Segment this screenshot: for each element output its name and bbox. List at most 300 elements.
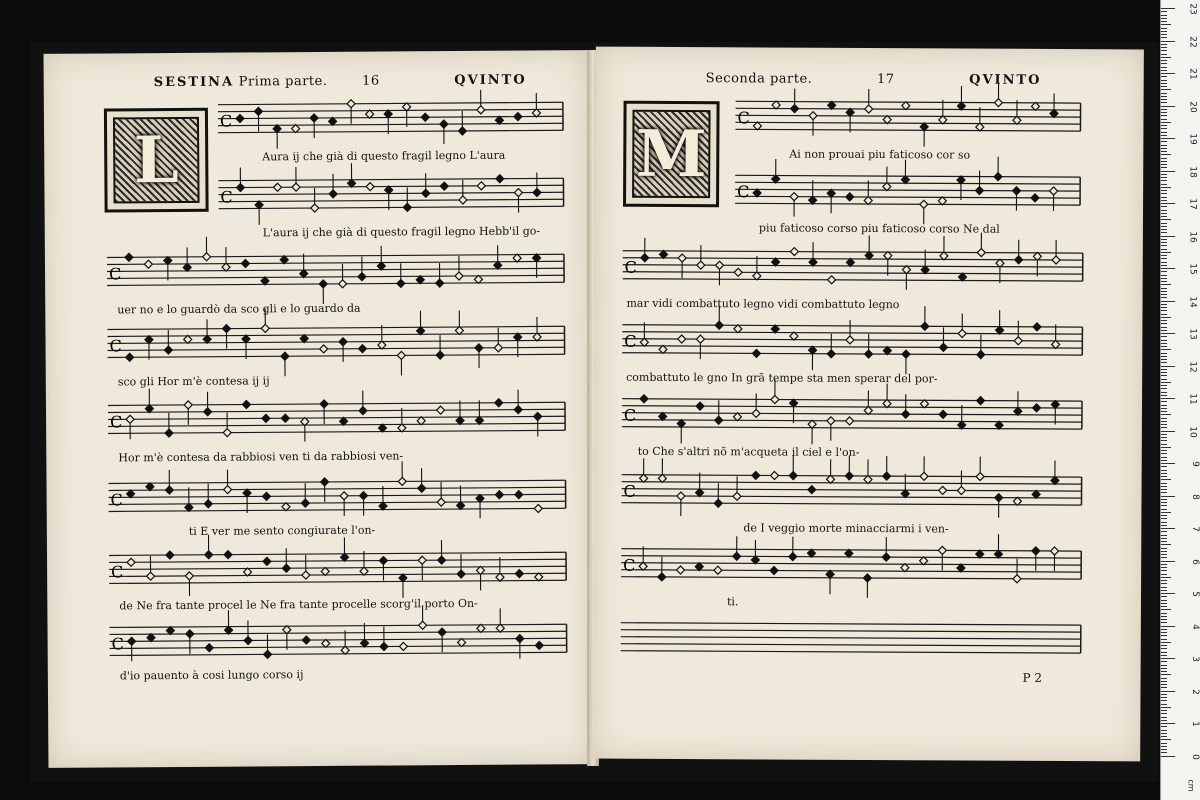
note — [475, 400, 483, 424]
note — [440, 120, 448, 144]
note — [455, 256, 463, 280]
clef: C — [623, 405, 637, 425]
note — [733, 413, 741, 421]
note — [495, 399, 503, 407]
ruler-label: 19 — [1187, 133, 1198, 145]
ruler-minor-tick — [1161, 681, 1167, 682]
ruler-minor-tick — [1161, 538, 1167, 539]
note — [533, 172, 541, 196]
clef: C — [110, 490, 123, 510]
ruler-minor-tick — [1161, 249, 1167, 250]
left-staff-3 — [107, 248, 564, 291]
note — [360, 551, 368, 575]
note — [224, 551, 232, 559]
ruler-minor-tick — [1161, 382, 1171, 383]
note — [145, 336, 153, 360]
ruler-minor-tick — [1161, 307, 1167, 308]
ruler-minor-tick — [1161, 674, 1171, 675]
note — [436, 335, 444, 359]
note — [436, 263, 444, 287]
note — [127, 490, 135, 498]
ruler-minor-tick — [1161, 704, 1167, 705]
staff-line — [108, 416, 565, 419]
note — [513, 254, 521, 262]
note — [292, 125, 300, 133]
note — [958, 313, 966, 337]
note — [477, 624, 485, 632]
left-staff-1 — [218, 96, 563, 138]
staff-line — [735, 182, 1080, 184]
note — [360, 623, 368, 647]
note — [977, 397, 985, 405]
ruler-tick — [1161, 561, 1175, 562]
note — [340, 417, 348, 425]
ruler-minor-tick — [1161, 193, 1167, 194]
ruler-minor-tick — [1161, 11, 1167, 12]
note — [533, 317, 541, 341]
note — [244, 568, 252, 576]
note — [185, 487, 193, 511]
ruler-minor-tick — [1161, 275, 1167, 276]
left-lyric-3: uer no e lo guardò da sco gli e lo guardo da — [117, 301, 361, 317]
note — [532, 93, 540, 117]
staff-line — [108, 430, 565, 433]
staff-line — [218, 123, 563, 125]
ruler-label: 11 — [1187, 393, 1198, 405]
staff-line — [621, 563, 1081, 565]
note — [476, 566, 484, 590]
note — [641, 238, 649, 262]
ruler-minor-tick — [1161, 401, 1167, 402]
note — [126, 415, 134, 439]
note — [939, 100, 947, 124]
right-page — [592, 47, 1144, 762]
right-staff-5 — [622, 393, 1082, 435]
note — [273, 183, 281, 191]
ruler-label: 16 — [1187, 230, 1198, 243]
note — [244, 620, 252, 644]
right-lyric-5: to Che s'altri nõ m'acqueta il ciel e l'on- — [637, 444, 860, 459]
staff-line — [622, 489, 1082, 491]
ruler-minor-tick — [1161, 385, 1167, 386]
ruler-minor-tick — [1161, 665, 1167, 666]
ruler-minor-tick — [1161, 648, 1167, 649]
ruler-tick — [1161, 203, 1175, 204]
ruler-minor-tick — [1161, 125, 1167, 126]
ruler-minor-tick — [1161, 70, 1167, 71]
ruler-minor-tick — [1161, 281, 1167, 282]
ruler-minor-tick — [1161, 262, 1167, 263]
ruler-minor-tick — [1161, 135, 1167, 136]
ruler-minor-tick — [1161, 518, 1167, 519]
note — [752, 471, 760, 479]
ruler-minor-tick — [1161, 479, 1171, 480]
note — [957, 564, 965, 572]
note — [1050, 547, 1058, 571]
ruler-minor-tick — [1161, 421, 1167, 422]
right-page-number: 17 — [876, 72, 895, 88]
ruler-minor-tick — [1161, 67, 1167, 68]
staff-line — [735, 129, 1080, 131]
note — [321, 478, 329, 502]
note — [347, 100, 355, 124]
left-staff-8 — [109, 618, 566, 661]
ruler-minor-tick — [1161, 668, 1167, 669]
note — [734, 268, 742, 276]
note — [242, 335, 250, 359]
note — [241, 259, 249, 267]
ruler-minor-tick — [1161, 219, 1171, 220]
clef: C — [623, 481, 636, 501]
note — [996, 259, 1004, 283]
note — [958, 405, 966, 429]
note — [826, 570, 834, 594]
note — [939, 486, 947, 494]
right-header — [706, 71, 1042, 88]
note — [457, 554, 465, 578]
staff-line — [109, 487, 566, 490]
note — [300, 254, 308, 278]
note — [422, 173, 430, 197]
staff-line — [219, 206, 564, 208]
ruler-minor-tick — [1161, 466, 1167, 467]
ruler-minor-tick — [1161, 158, 1167, 159]
ruler-minor-tick — [1161, 50, 1167, 51]
note — [1032, 547, 1040, 571]
ruler-minor-tick — [1161, 323, 1167, 324]
right-staff-6 — [621, 469, 1081, 511]
staff-line — [218, 178, 563, 180]
ruler-minor-tick — [1161, 294, 1167, 295]
note — [236, 115, 244, 123]
note — [339, 338, 347, 362]
note — [1050, 93, 1058, 117]
note — [319, 280, 327, 304]
note — [734, 325, 742, 333]
ruler-minor-tick — [1161, 164, 1167, 165]
ruler-minor-tick — [1161, 346, 1167, 347]
ruler-minor-tick — [1161, 255, 1167, 256]
staff-line — [218, 109, 563, 111]
note — [301, 418, 309, 442]
note — [534, 504, 542, 512]
ruler-label: 2 — [1190, 688, 1200, 695]
note — [827, 334, 835, 358]
note — [639, 546, 647, 570]
ruler-minor-tick — [1161, 424, 1167, 425]
note — [310, 114, 318, 138]
note — [846, 108, 854, 132]
ruler-minor-tick — [1161, 603, 1167, 604]
clef: C — [108, 264, 122, 284]
ruler-minor-tick — [1161, 210, 1167, 211]
note — [282, 503, 290, 511]
ruler-minor-tick — [1161, 574, 1167, 575]
ruler-minor-tick — [1161, 154, 1171, 155]
staff-line — [621, 637, 1081, 639]
note — [751, 540, 759, 564]
note — [863, 574, 871, 598]
right-staff-1 — [735, 95, 1080, 137]
ruler-minor-tick — [1161, 632, 1167, 633]
right-woodcut-initial — [623, 101, 720, 208]
staff-line — [107, 326, 564, 329]
ruler-minor-tick — [1161, 184, 1167, 185]
ruler-minor-tick — [1161, 499, 1167, 500]
ruler-minor-tick — [1161, 616, 1167, 617]
ruler-minor-tick — [1161, 47, 1167, 48]
staff-line — [621, 651, 1081, 653]
ruler-minor-tick — [1161, 606, 1167, 607]
note — [977, 233, 985, 257]
note — [455, 310, 463, 334]
ruler-minor-tick — [1161, 544, 1171, 545]
note — [920, 456, 928, 480]
ruler-minor-tick — [1161, 736, 1167, 737]
staff-line — [621, 503, 1081, 505]
note — [533, 254, 541, 278]
note — [752, 393, 760, 417]
note — [495, 491, 503, 499]
ruler-label: 21 — [1187, 68, 1198, 80]
ruler-minor-tick — [1161, 460, 1167, 461]
note — [920, 400, 928, 408]
note — [976, 550, 984, 558]
note — [358, 257, 366, 281]
staff-line — [735, 203, 1080, 205]
note — [827, 189, 835, 213]
note — [379, 557, 387, 581]
ruler-minor-tick — [1161, 671, 1167, 672]
note — [146, 483, 154, 491]
ruler-label: 13 — [1187, 328, 1198, 340]
note — [1014, 321, 1022, 345]
note — [676, 566, 684, 574]
note — [459, 180, 467, 204]
staff-line — [621, 570, 1081, 572]
note — [456, 485, 464, 509]
note — [347, 163, 355, 187]
ruler-minor-tick — [1161, 304, 1167, 305]
note — [994, 157, 1002, 181]
note — [902, 350, 910, 374]
right-staff-7 — [621, 543, 1081, 585]
left-lyric-7: de Ne fra tante procel le Ne fra tante procelle scorg'il porto On- — [119, 596, 478, 613]
note — [514, 189, 522, 213]
staff-line — [736, 101, 1081, 103]
staff-line — [623, 258, 1083, 260]
note — [440, 182, 448, 190]
ruler-tick — [1161, 496, 1175, 497]
note — [205, 644, 213, 652]
note — [184, 335, 192, 343]
note — [128, 637, 136, 661]
clef: C — [110, 412, 123, 432]
ruler-minor-tick — [1161, 739, 1171, 740]
clef: C — [624, 257, 638, 277]
left-staff-6 — [108, 474, 565, 517]
staff-line — [109, 559, 566, 562]
right-lyric-6: de I veggio morte minacciarmi i ven- — [743, 521, 949, 536]
ruler-tick — [1161, 431, 1175, 432]
ruler-minor-tick — [1161, 314, 1167, 315]
left-woodcut-initial — [104, 108, 209, 213]
note — [753, 256, 761, 280]
ruler-minor-tick — [1161, 720, 1167, 721]
ruler-minor-tick — [1161, 684, 1167, 685]
ruler-label: 22 — [1187, 35, 1198, 48]
ruler-minor-tick — [1161, 587, 1167, 588]
note — [262, 492, 270, 500]
ruler-minor-tick — [1161, 700, 1167, 701]
note — [164, 330, 172, 354]
note — [476, 494, 484, 518]
staff-line — [621, 577, 1081, 579]
note — [883, 347, 891, 355]
staff-line — [110, 638, 567, 641]
note — [696, 335, 704, 359]
right-staff-4 — [622, 319, 1082, 361]
note — [418, 556, 426, 580]
ruler-tick — [1161, 41, 1175, 42]
left-lyric-5: Hor m'è contesa da rabbiosi ven ti da rabbiosi ven- — [118, 449, 404, 465]
ruler-minor-tick — [1161, 743, 1167, 744]
note — [495, 116, 503, 124]
staff-line — [107, 282, 564, 285]
ruler-minor-tick — [1161, 717, 1167, 718]
note — [714, 566, 722, 574]
note — [957, 470, 965, 494]
staff-line — [621, 630, 1081, 632]
ruler-minor-tick — [1161, 697, 1167, 698]
ruler-minor-tick — [1161, 557, 1167, 558]
staff-line — [622, 413, 1082, 415]
note — [901, 160, 909, 184]
right-lyric-1: Ai non prouai piu faticoso cor so — [789, 147, 971, 162]
note — [322, 639, 330, 647]
staff-line — [622, 406, 1082, 408]
ruler-minor-tick — [1161, 512, 1171, 513]
note — [341, 630, 349, 654]
staff-line — [622, 496, 1082, 498]
note — [828, 101, 836, 109]
ruler-tick — [1161, 593, 1175, 594]
ruler-minor-tick — [1161, 437, 1167, 438]
ruler-minor-tick — [1161, 310, 1167, 311]
note — [474, 275, 482, 283]
note — [302, 636, 310, 644]
ruler-minor-tick — [1161, 515, 1167, 516]
note — [827, 459, 835, 483]
note — [808, 346, 816, 370]
ruler-minor-tick — [1161, 80, 1167, 81]
note — [222, 325, 230, 349]
note — [845, 549, 853, 557]
ruler-minor-tick — [1161, 726, 1167, 727]
note — [996, 310, 1004, 334]
note — [254, 107, 262, 131]
ruler-minor-tick — [1161, 470, 1167, 471]
ruler-tick — [1161, 658, 1175, 659]
ruler-minor-tick — [1161, 197, 1167, 198]
ruler-label: 10 — [1187, 425, 1198, 438]
note — [958, 273, 966, 281]
note — [366, 110, 374, 118]
note — [458, 638, 466, 646]
staff-line — [623, 265, 1083, 267]
note — [1012, 187, 1020, 211]
ruler-minor-tick — [1161, 447, 1171, 448]
note — [883, 456, 891, 480]
ruler-tick — [1161, 106, 1175, 107]
ruler-minor-tick — [1161, 93, 1167, 94]
ruler-minor-tick — [1161, 629, 1167, 630]
ruler-tick — [1161, 8, 1175, 9]
staff-line — [736, 108, 1081, 110]
note — [846, 320, 854, 344]
note — [494, 245, 502, 269]
note — [883, 167, 891, 191]
ruler-minor-tick — [1161, 356, 1167, 357]
ruler-tick — [1161, 236, 1175, 237]
note — [397, 351, 405, 375]
ruler-label: 0 — [1190, 753, 1200, 760]
note — [281, 414, 289, 422]
note — [223, 470, 231, 494]
ruler-minor-tick — [1161, 730, 1167, 731]
note — [378, 424, 386, 432]
note — [865, 89, 873, 113]
note — [147, 634, 155, 642]
ruler-minor-tick — [1161, 63, 1167, 64]
staff-line — [622, 427, 1082, 429]
ruler-minor-tick — [1161, 746, 1167, 747]
note — [845, 456, 853, 480]
note — [939, 327, 947, 351]
note — [514, 113, 522, 121]
staff-line — [110, 652, 567, 655]
note — [1052, 240, 1060, 264]
note — [733, 536, 741, 560]
ruler-minor-tick — [1161, 174, 1167, 175]
ruler-minor-tick — [1161, 362, 1167, 363]
note — [808, 486, 816, 494]
note — [865, 235, 873, 259]
ruler-minor-tick — [1161, 112, 1167, 113]
note — [902, 102, 910, 110]
ruler-minor-tick — [1161, 509, 1167, 510]
ruler-minor-tick — [1161, 102, 1167, 103]
staff-line — [622, 325, 1082, 327]
note — [938, 197, 946, 205]
ruler-minor-tick — [1161, 232, 1167, 233]
staff-line — [736, 115, 1081, 117]
note — [659, 250, 667, 258]
note — [640, 322, 648, 346]
ruler-minor-tick — [1161, 713, 1167, 714]
note — [677, 420, 685, 444]
note — [1033, 404, 1041, 412]
note — [920, 123, 928, 147]
ruler-tick — [1161, 301, 1175, 302]
left-page-number: 16 — [362, 73, 380, 89]
note — [456, 400, 464, 424]
note — [678, 335, 686, 343]
ruler-minor-tick — [1161, 622, 1167, 623]
right-staff-2 — [735, 169, 1080, 211]
ruler-tick — [1161, 756, 1175, 757]
ruler-minor-tick — [1161, 635, 1167, 636]
